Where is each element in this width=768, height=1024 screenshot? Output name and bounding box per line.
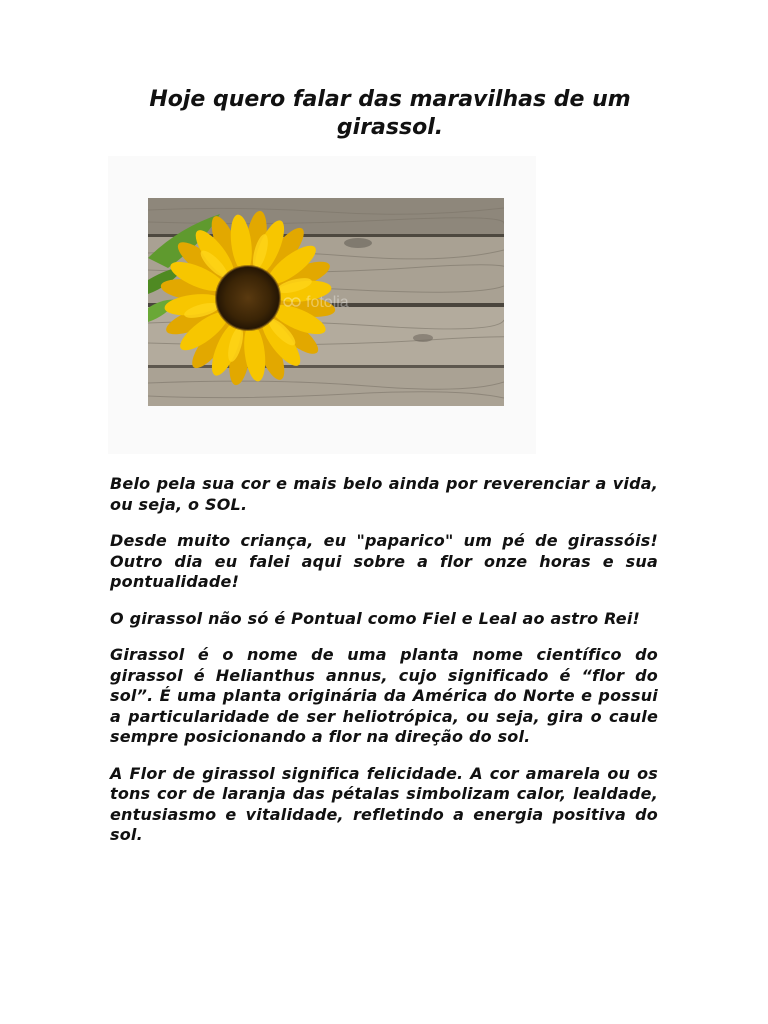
paragraph: Desde muito criança, eu "paparico" um pé de girassóis! Outro dia eu falei aqui sobre a flor onze horas e sua pontualidade! <box>110 531 658 591</box>
svg-text:fotolia: fotolia <box>306 294 349 311</box>
page-title: Hoje quero falar das maravilhas de um girassol. <box>149 87 631 140</box>
paragraph: Belo pela sua cor e mais belo ainda por reverenciar a vida, ou seja, o SOL. <box>110 474 658 514</box>
paragraph: A Flor de girassol significa felicidade. A cor amarela ou os tons cor de laranja das pétalas simbolizam calor, lealdade, entusiasmo e vitalidade, refletindo a energia positiva do sol. <box>110 763 658 844</box>
paragraph: Girassol é o nome de uma planta nome científico do girassol é Helianthus annus, cujo significado é “flor do sol”. É uma planta originária da América do Norte e possui a particularidade de ser heliotrópica, ou seja, gira o caule sempre posicionando a flor na direção do sol. <box>110 645 658 746</box>
sunflower-photo <box>148 198 504 406</box>
paragraph: O girassol não só é Pontual como Fiel e Leal ao astro Rei! <box>110 608 641 628</box>
article-body <box>110 474 658 862</box>
